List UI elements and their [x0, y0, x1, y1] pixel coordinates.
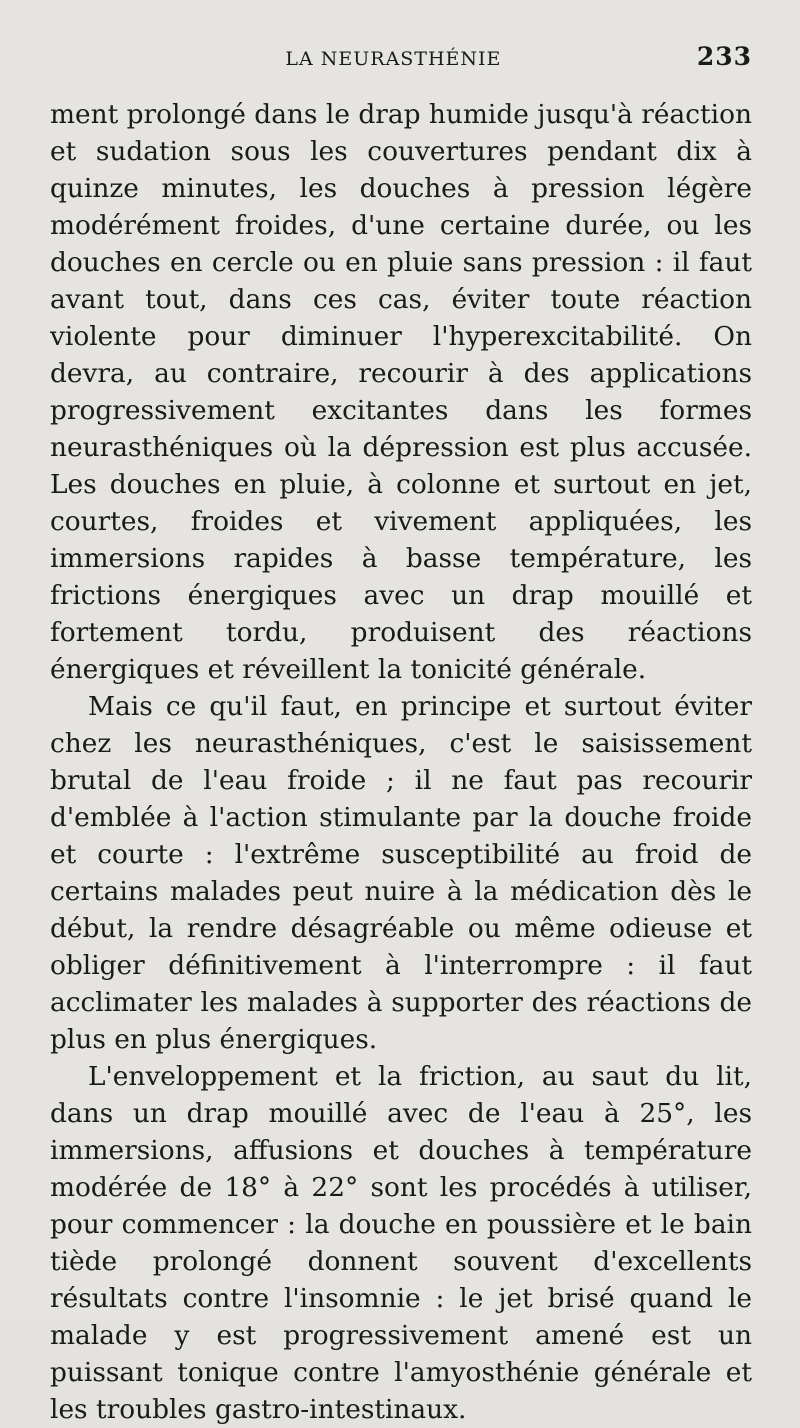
body-text	[50, 96, 752, 1428]
paragraph: L'enveloppement et la friction, au saut du lit, dans un drap mouillé avec de l'eau à 25°, les immersions, affusions et douches à température modérée de 18° à 22° sont les procédés à utiliser, pour commencer : la douche en poussière et le bain tiède prolongé donnent souvent d'excellents résultats contre l'insomnie : le jet brisé quand le malade y est progressivement amené est un puissant tonique contre l'amyosthénie générale et les troubles gastro-intestinaux.	[50, 1061, 752, 1425]
paragraph-continued: ment prolongé dans le drap humide jusqu'à réaction et sudation sous les couvertures pendant dix à quinze minutes, les douches à pression légère modérément froides, d'une certaine durée, ou les douches en cercle ou en pluie sans pression : il faut avant tout, dans ces cas, éviter toute réaction violente pour diminuer l'hyperexcitabilité. On devra, au contraire, recourir à des applications progressivement excitantes dans les formes neurasthéniques où la dépression est plus accusée. Les douches en pluie, à colonne et surtout en jet, courtes, froides et vivement appliquées, les immersions rapides à basse température, les frictions énergiques avec un drap mouillé et fortement tordu, produisent des réactions énergiques et réveillent la tonicité générale.	[50, 99, 752, 685]
running-title: LA NEURASTHÉNIE	[285, 48, 502, 70]
page-number: 233	[696, 42, 752, 71]
running-header	[50, 42, 752, 96]
paragraph: Mais ce qu'il faut, en principe et surtout éviter chez les neurasthéniques, c'est le saisissement brutal de l'eau froide ; il ne faut pas recourir d'emblée à l'action stimulante par la douche froide et courte : l'extrême susceptibilité au froid de certains malades peut nuire à la médication dès le début, la rendre désagréable ou même odieuse et obliger définitivement à l'interrompre : il faut acclimater les malades à supporter des réactions de plus en plus énergiques.	[50, 691, 752, 1055]
